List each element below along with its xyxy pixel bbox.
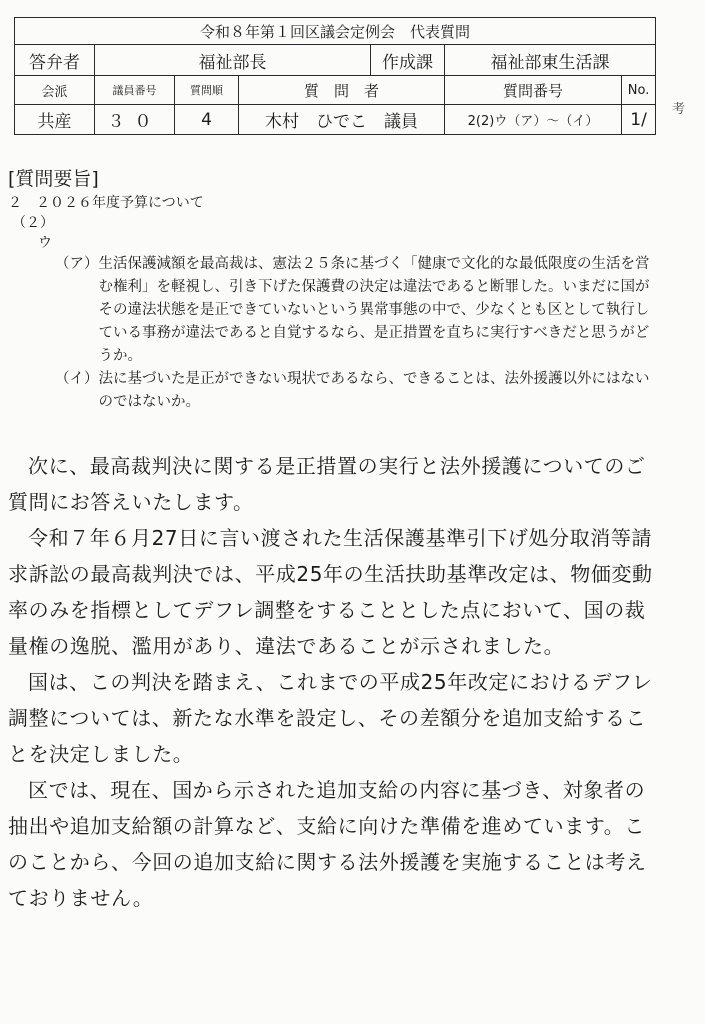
party-value: 共産 <box>15 105 95 135</box>
answerer-label: 答弁者 <box>15 45 95 76</box>
dept-value: 福祉部東生活課 <box>445 45 656 76</box>
page-no-value: 1/ <box>622 105 656 135</box>
answer-paragraph: 次に、最高裁判決に関する是正措置の実行と法外援護についてのご質問にお答えいたします。 <box>8 454 646 514</box>
summary-heading: [質問要旨] <box>8 168 99 190</box>
member-no-label: 議員番号 <box>95 76 175 105</box>
answer-paragraph: 令和７年６月27日に言い渡された生活保護基準引下げ処分取消等請求訴訟の最高裁判決では、平成25年の生活扶助基準改定は、物価変動率のみを指標としてデフレ調整をすることとした点において、国の裁量権の逸脱、濫用があり、違法であることが示されました。 <box>8 526 653 658</box>
summary-item-text: 法に基づいた是正ができない現状であるなら、できることは、法外援護以外にはないのではないか。 <box>98 371 650 410</box>
answerer-value: 福祉部長 <box>95 45 371 76</box>
question-summary <box>8 167 698 414</box>
answer-paragraph: 区では、現在、国から示された追加支給の内容に基づき、対象者の抽出や追加支給額の計算など、支給に向けた準備を進めています。このことから、今回の追加支給に関する法外援護を実施することは考えておりません。 <box>8 778 647 910</box>
summary-item-label: （ア） <box>55 256 99 272</box>
document-title: 令和８年第１回区議会定例会 代表質問 <box>15 18 656 45</box>
summary-item-label: （イ） <box>55 371 99 387</box>
summary-line-2: （２） <box>12 215 54 231</box>
member-no-value: ３０ <box>95 105 175 135</box>
summary-line-3: ウ <box>38 235 52 251</box>
margin-mark: 考 <box>672 102 686 117</box>
party-label: 会派 <box>15 76 95 105</box>
header-table <box>14 17 656 135</box>
no-label: No. <box>622 76 656 105</box>
answer-body <box>8 448 658 916</box>
summary-item-text: 生活保護減額を最高裁は、憲法２５条に基づく「健康で文化的な最低限度の生活を営む権利」を軽視し、引き下げた保護費の決定は違法であると断罪した。いまだに国がその違法状態を是正できていないという異常事態の中で、少なくとも区として執行している事務が違法であると自覚するなら、是正措置を直ちに実行すべきだと思うがどうか。 <box>98 256 650 364</box>
order-label: 質問順 <box>175 76 239 105</box>
question-no-label: 質問番号 <box>445 76 622 105</box>
order-value: 4 <box>175 105 239 135</box>
summary-item-a <box>55 253 663 368</box>
questioner-label: 質 問 者 <box>239 76 445 105</box>
questioner-value: 木村 ひでこ 議員 <box>239 105 445 135</box>
dept-label: 作成課 <box>371 45 445 76</box>
summary-line-1: ２ ２０２６年度予算について <box>8 195 204 211</box>
summary-item-b <box>55 368 663 414</box>
question-no-value: 2(2)ウ（ア）～（イ） <box>445 105 622 135</box>
answer-paragraph: 国は、この判決を踏まえ、これまでの平成25年改定におけるデフレ調整については、新たな水準を設定し、その差額分を追加支給することを決定しました。 <box>8 670 653 766</box>
